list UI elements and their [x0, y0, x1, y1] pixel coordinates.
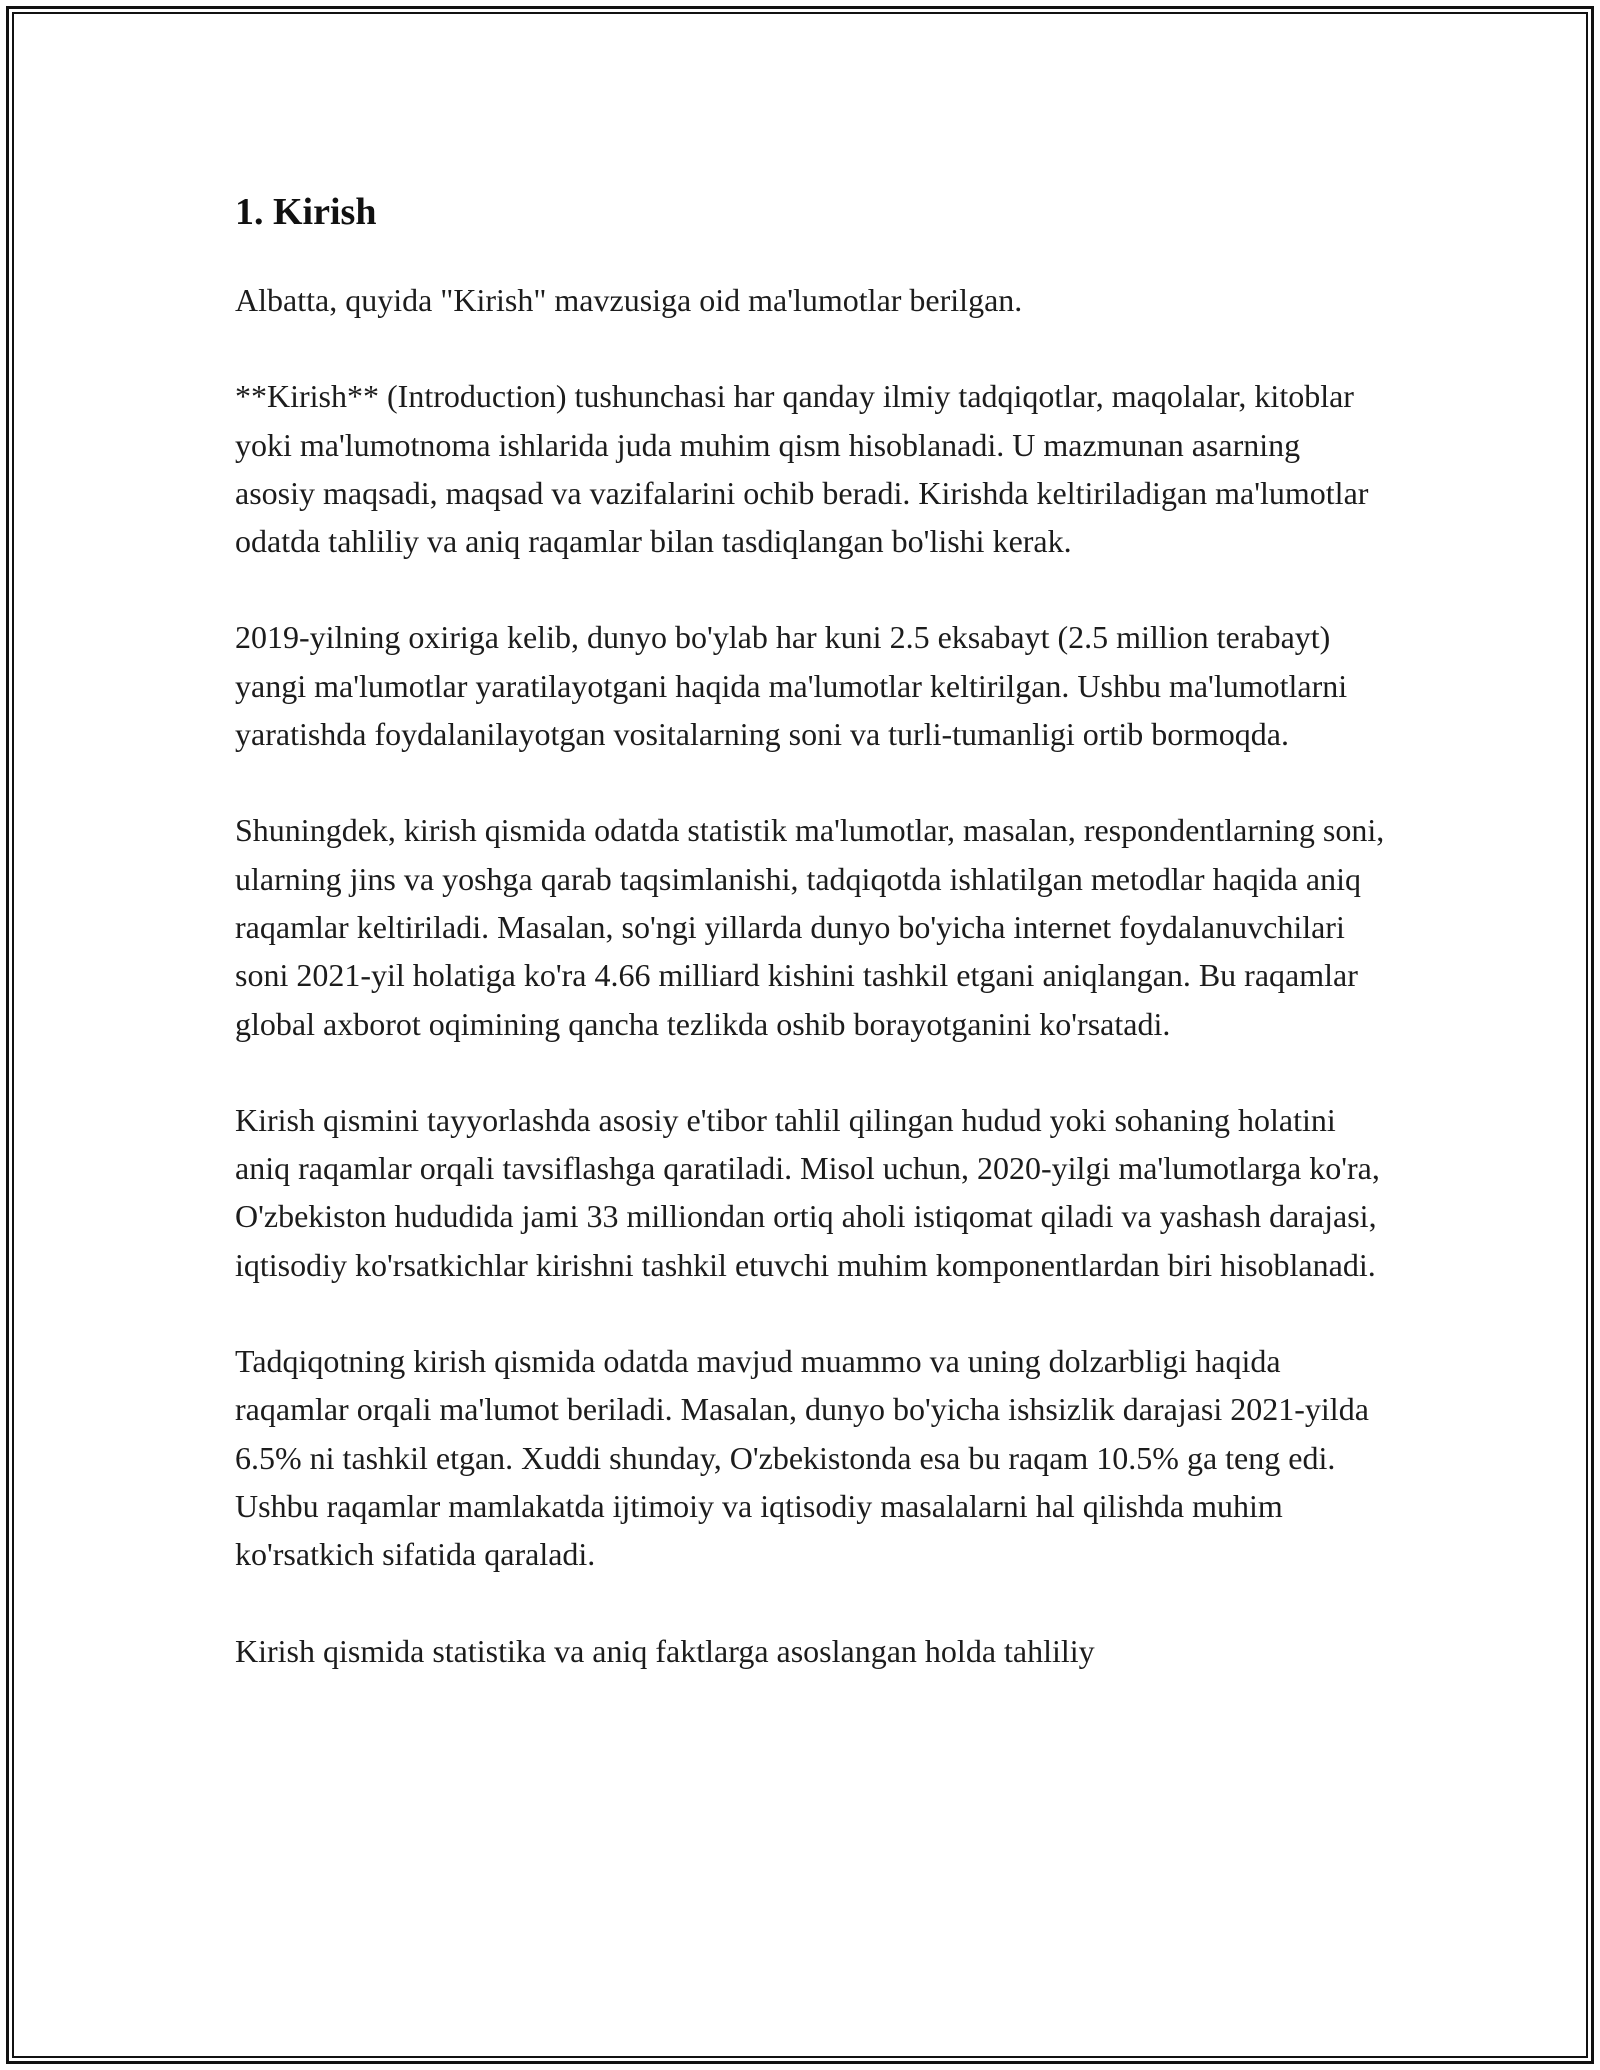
paragraph-definition: **Kirish** (Introduction) tushunchasi har qanday ilmiy tadqiqotlar, maqolalar, kitoblar yoki ma'lumotnoma ishlarida juda muhim qism hisoblanadi. U mazmunan asarning asosiy maqsadi, maqsad va vazifalarini ochib beradi. Kirishda keltiriladigan ma'lumotlar odatda tahliliy va aniq raqamlar bilan tasdiqlangan bo'lishi kerak. — [235, 378, 1369, 560]
paragraph-closing-fragment: Kirish qismida statistika va aniq faktlarga asoslangan holda tahliliy — [235, 1632, 1095, 1669]
document-body — [235, 186, 1385, 1723]
paragraph-region-example: Kirish qismini tayyorlashda asosiy e'tibor tahlil qilingan hudud yoki sohaning holatini aniq raqamlar orqali tavsiflashga qaratiladi. Misol uchun, 2020-yilgi ma'lumotlarga ko'ra, O'zbekiston hududida jami 33 milliondan ortiq aholi istiqomat qiladi va yashash darajasi, iqtisodiy ko'rsatkichlar kirishni tashkil etuvchi muhim komponentlardan biri hisoblanadi. — [235, 1101, 1380, 1283]
paragraph-unemployment: Tadqiqotning kirish qismida odatda mavjud muammo va uning dolzarbligi haqida raqamlar orqali ma'lumot beriladi. Masalan, dunyo bo'yicha ishsizlik darajasi 2021-yilda 6.5% ni tashkil etgan. Xuddi shunday, O'zbekistonda esa bu raqam 10.5% ga teng edi. Ushbu raqamlar mamlakatda ijtimoiy va iqtisodiy masalalarni hal qilishda muhim ko'rsatkich sifatida qaraladi. — [235, 1343, 1369, 1573]
paragraph-statistics: Shuningdek, kirish qismida odatda statistik ma'lumotlar, masalan, respondentlarning soni, ularning jins va yoshga qarab taqsimlanishi, tadqiqotda ishlatilgan metodlar haqida aniq raqamlar keltiriladi. Masalan, so'ngi yillarda dunyo bo'yicha internet foydalanuvchilari soni 2021-yil holatiga ko'ra 4.66 milliard kishini tashkil etgani aniqlangan. Bu raqamlar global axborot oqimining qancha tezlikda oshib borayotganini ko'rsatadi. — [235, 812, 1385, 1042]
paragraph-intro-line: Albatta, quyida "Kirish" mavzusiga oid ma'lumotlar berilgan. — [235, 282, 1023, 318]
paragraph-data-growth: 2019-yilning oxiriga kelib, dunyo bo'ylab har kuni 2.5 eksabayt (2.5 million terabayt) yangi ma'lumotlar yaratilayotgani haqida ma'lumotlar keltirilgan. Ushbu ma'lumotlarni yaratishda foydalanilayotgan vositalarning soni va turli-tumanligi ortib bormoqda. — [235, 619, 1348, 753]
section-heading: 1. Kirish — [235, 191, 377, 233]
